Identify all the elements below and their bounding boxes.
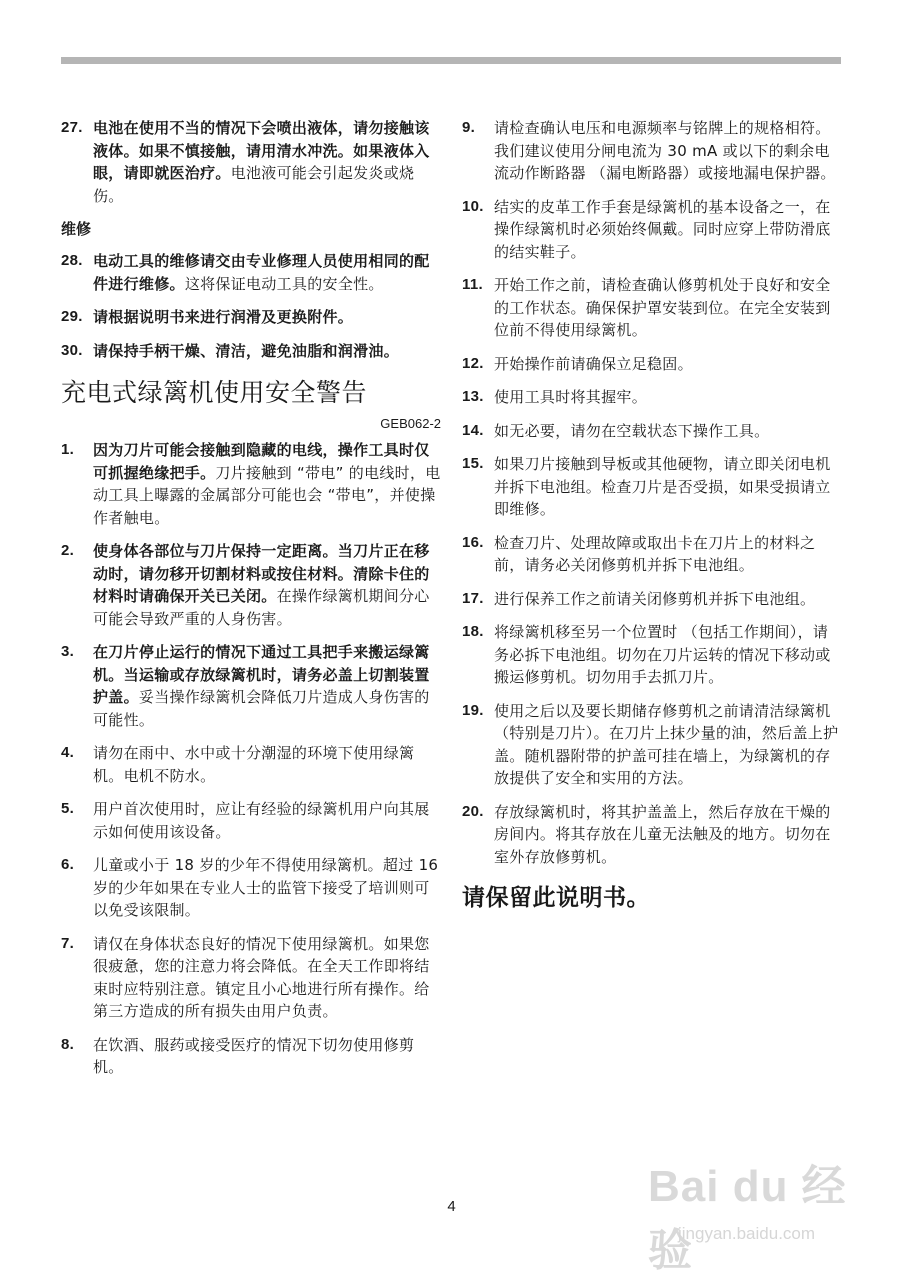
item-bold-text: 在刀片停止运行的情况下通过工具把手来搬运绿篱机。当运输或存放绿篱机时，请务必盖上切割装置护盖。: [93, 643, 430, 706]
list-item: [462, 420, 842, 443]
item-number: 1.: [61, 441, 75, 458]
list-item: [462, 117, 842, 185]
item-number: 20.: [462, 802, 484, 820]
document-code: GEB062-2: [380, 416, 441, 431]
item-normal-text: 用户首次使用时，应让有经验的绿篱机用户向其展示如何使用该设备。: [93, 800, 430, 841]
list-item: [61, 117, 441, 207]
list-item: [462, 621, 842, 689]
item-normal-text: 在饮酒、服药或接受医疗的情况下切勿使用修剪机。: [93, 1035, 415, 1076]
item-number: 4.: [61, 744, 75, 761]
item-text: [494, 532, 842, 577]
item-normal-text: 进行保养工作之前请关闭修剪机并拆下电池组。: [494, 589, 816, 608]
page-number: 4: [447, 1198, 456, 1215]
item-text: [93, 742, 441, 787]
item-text: [93, 340, 441, 363]
item-normal-text: 使用工具时将其握牢。: [494, 388, 648, 406]
maintenance-heading: 维修: [61, 220, 92, 238]
item-number: 19.: [462, 701, 484, 719]
item-normal-text: 电池液可能会引起发炎或烧伤。: [93, 164, 415, 205]
item-text: [494, 386, 842, 409]
item-text: [93, 933, 441, 1023]
left-column: [61, 117, 441, 1090]
section-title: 充电式绿篱机使用安全警告: [61, 378, 368, 407]
list-item: [462, 532, 842, 577]
list-item: [462, 353, 842, 376]
item-number: 10.: [462, 197, 484, 215]
item-number: 29.: [61, 308, 83, 325]
maintenance-items: [61, 250, 441, 362]
list-item: [462, 453, 842, 521]
item-normal-text: 如果刀片接触到导板或其他硬物，请立即关闭电机并拆下电池组。检查刀片是否受损，如果受损请立即维修。: [494, 455, 831, 518]
item-number: 2.: [61, 542, 75, 559]
item-normal-text: 请检查确认电压和电源频率与铭牌上的规格相符。我们建议使用分闸电流为 30 mA 或以下的剩余电流动作断路器 （漏电断路器）或接地漏电保护器。: [494, 119, 836, 182]
item-number: 17.: [462, 589, 484, 607]
item-text: [93, 439, 441, 529]
item-number: 8.: [61, 1035, 75, 1053]
item-normal-text: 如无必要，请勿在空载状态下操作工具。: [494, 421, 770, 440]
general-items: [61, 117, 441, 207]
list-item: [61, 854, 441, 922]
list-item: [462, 274, 842, 342]
item-normal-text: 使用之后以及要长期储存修剪机之前请清洁绿篱机 （特别是刀片）。在刀片上抹少量的油，然后盖上护盖。随机器附带的护盖可挂在墙上，为绿篱机的存放提供了安全和实用的方法。: [494, 701, 839, 787]
item-number: 11.: [462, 276, 483, 293]
item-number: 28.: [61, 252, 83, 269]
item-bold-text: 因为刀片可能会接触到隐藏的电线，操作工具时仅可抓握绝缘把手。: [93, 441, 430, 482]
safety-items-right: [462, 117, 842, 868]
item-normal-text: 请勿在雨中、水中或十分潮湿的环境下使用绿篱机。电机不防水。: [93, 744, 415, 785]
item-bold-text: 请根据说明书来进行润滑及更换附件。: [93, 308, 354, 326]
item-bold-text: 请保持手柄干燥、清洁，避免油脂和润滑油。: [93, 341, 400, 360]
item-number: 16.: [462, 533, 484, 551]
list-item: [462, 196, 842, 264]
list-item: [61, 933, 441, 1023]
list-item: [61, 306, 441, 329]
item-number: 9.: [462, 119, 476, 136]
item-text: [93, 306, 441, 329]
item-number: 12.: [462, 354, 484, 372]
item-normal-text: 儿童或小于 18 岁的少年不得使用绿篱机。超过 16岁的少年如果在专业人士的监管下接受了培训则可以免受该限制。: [93, 856, 439, 919]
right-column: [462, 117, 842, 912]
item-text: [93, 540, 441, 630]
item-number: 5.: [61, 800, 75, 817]
top-rule: [61, 57, 841, 64]
item-normal-text: 检查刀片、处理故障或取出卡在刀片上的材料之前，请务必关闭修剪机并拆下电池组。: [494, 533, 816, 574]
item-text: [93, 798, 441, 843]
list-item: [61, 1034, 441, 1079]
item-normal-text: 妥当操作绿篱机会降低刀片造成人身伤害的可能性。: [93, 688, 430, 729]
item-normal-text: 在操作绿篱机期间分心可能会导致严重的人身伤害。: [93, 587, 430, 628]
list-item: [462, 588, 842, 611]
item-normal-text: 这将保证电动工具的安全性。: [184, 274, 384, 293]
list-item: [462, 386, 842, 409]
watermark: [648, 1150, 858, 1275]
item-text: [93, 117, 441, 207]
keep-manual-notice: 请保留此说明书。: [462, 885, 650, 911]
list-item: [61, 340, 441, 363]
list-item: [61, 798, 441, 843]
item-normal-text: 请仅在身体状态良好的情况下使用绿篱机。如果您很疲惫，您的注意力将会降低。在全天工作即将结束时应特别注意。镇定且小心地进行所有操作。给第三方造成的所有损失由用户负责。: [93, 934, 430, 1020]
item-number: 30.: [61, 341, 83, 359]
item-number: 18.: [462, 623, 484, 640]
item-text: [494, 196, 842, 264]
item-normal-text: 开始操作前请确保立足稳固。: [494, 354, 693, 373]
safety-items-left: [61, 439, 441, 1079]
item-text: [494, 353, 842, 376]
item-number: 6.: [61, 856, 75, 873]
watermark-url: jingyan.baidu.com: [678, 1224, 816, 1243]
item-number: 15.: [462, 455, 484, 472]
item-normal-text: 结实的皮革工作手套是绿篱机的基本设备之一，在操作绿篱机时必须始终佩戴。同时应穿上带防滑底的结实鞋子。: [494, 197, 831, 261]
item-text: [494, 588, 842, 611]
item-number: 7.: [61, 934, 75, 952]
list-item: [61, 641, 441, 731]
item-bold-text: 电动工具的维修请交由专业修理人员使用相同的配件进行维修。: [93, 252, 430, 293]
item-text: [93, 250, 441, 295]
item-number: 13.: [462, 388, 484, 405]
list-item: [462, 801, 842, 869]
list-item: [61, 540, 441, 630]
item-text: [494, 420, 842, 443]
item-normal-text: 将绿篱机移至另一个位置时 （包括工作期间），请务必拆下电池组。切勿在刀片运转的情况下移动或搬运修剪机。切勿用手去抓刀片。: [494, 623, 831, 686]
item-text: [494, 453, 842, 521]
item-normal-text: 开始工作之前，请检查确认修剪机处于良好和安全的工作状态。确保保护罩安装到位。在完全安装到位前不得使用绿篱机。: [494, 276, 831, 339]
watermark-logo: Bai du 经验: [648, 1162, 847, 1275]
item-text: [93, 1034, 441, 1079]
item-normal-text: 刀片接触到 “带电” 的电线时，电动工具上曝露的金属部分可能也会 “带电”，并使操作者触电。: [93, 463, 441, 527]
list-item: [61, 439, 441, 529]
list-item: [462, 700, 842, 790]
item-text: [93, 854, 441, 922]
item-text: [93, 641, 441, 731]
item-bold-text: 电池在使用不当的情况下会喷出液体，请勿接触该液体。如果不慎接触，请用清水冲洗。如果液体入眼，请即就医治疗。: [93, 119, 430, 182]
item-text: [494, 274, 842, 342]
list-item: [61, 250, 441, 295]
item-number: 14.: [462, 421, 484, 439]
list-item: [61, 742, 441, 787]
item-number: 3.: [61, 643, 75, 660]
item-number: 27.: [61, 119, 83, 136]
item-text: [494, 117, 842, 185]
item-text: [494, 801, 842, 869]
item-normal-text: 存放绿篱机时，将其护盖盖上，然后存放在干燥的房间内。将其存放在儿童无法触及的地方。切勿在室外存放修剪机。: [494, 802, 831, 866]
item-text: [494, 621, 842, 689]
item-text: [494, 700, 842, 790]
item-bold-text: 使身体各部位与刀片保持一定距离。当刀片正在移动时，请勿移开切割材料或按住材料。清除卡住的材料时请确保开关已关闭。: [93, 542, 430, 605]
